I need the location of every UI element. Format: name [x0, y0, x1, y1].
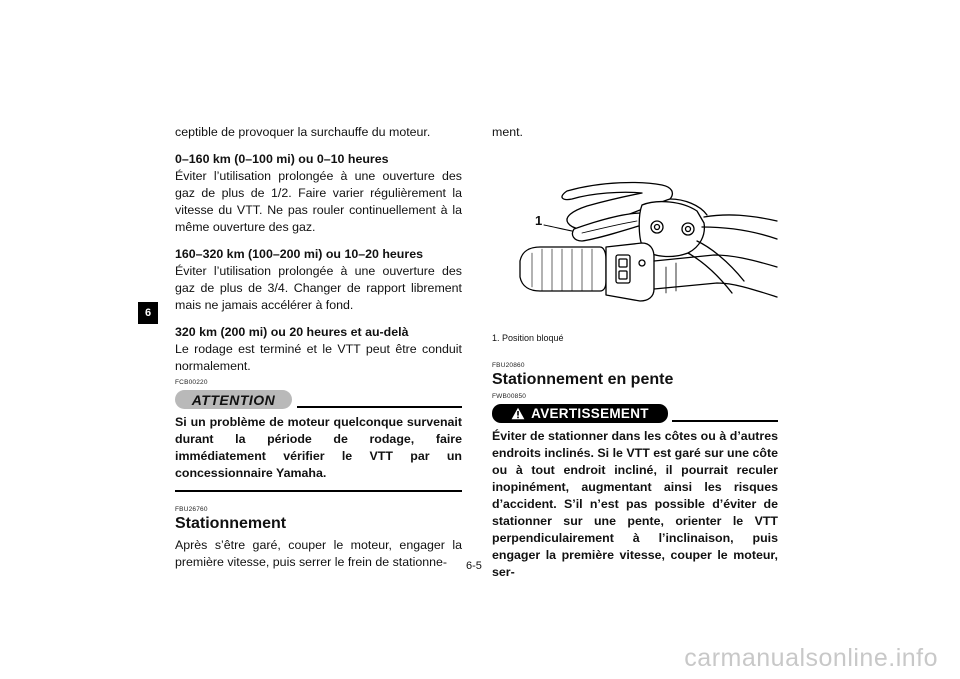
reference-code: FCB00220	[175, 379, 208, 386]
paragraph: ment.	[492, 125, 523, 139]
reference-code: FWB00850	[492, 393, 527, 400]
reference-code: FBU20860	[492, 362, 525, 369]
warning-badge	[492, 404, 668, 423]
paragraph: ceptible de provoquer la surchauffe du moteur.	[175, 125, 431, 139]
page-number: 6-5	[466, 560, 482, 572]
warning-header	[492, 402, 778, 424]
paragraph: Éviter l’utilisation prolongée à une ouverture des gaz de plus de 3/4. Changer de rapport librement mais ne jamais accélérer à fond.	[175, 264, 462, 312]
section-title: Stationnement	[175, 515, 287, 532]
right-column	[492, 124, 778, 581]
paragraph: Après s’être garé, couper le moteur, engager la première vitesse, puis serrer le frein de stationne-	[175, 538, 462, 569]
warning-rule	[672, 420, 778, 422]
reference-code: FBU26760	[175, 506, 208, 513]
subheading: 0–160 km (0–100 mi) ou 0–10 heures	[175, 152, 389, 166]
watermark: carmanualsonline.info	[684, 644, 938, 672]
attention-badge: ATTENTION	[175, 390, 292, 409]
chapter-tab: 6	[138, 302, 158, 324]
parking-brake-lever-icon	[492, 143, 778, 333]
subheading: 320 km (200 mi) ou 20 heures et au-delà	[175, 325, 409, 339]
attention-header	[175, 388, 462, 410]
figure-caption: 1. Position bloqué	[492, 333, 564, 343]
subheading: 160–320 km (100–200 mi) ou 10–20 heures	[175, 247, 423, 261]
handlebar-illustration	[492, 143, 778, 333]
attention-text: Si un problème de moteur quelconque survenait durant la période de rodage, faire immédiatement vérifier le VTT par un concessionnaire Yamaha.	[175, 415, 462, 480]
warning-label: AVERTISSEMENT	[531, 406, 649, 421]
paragraph: Éviter l’utilisation prolongée à une ouverture des gaz de plus de 1/2. Faire varier régulièrement la vitesse du VTT. Ne pas rouler continuellement à la même ouverture des gaz.	[175, 169, 462, 234]
warning-triangle-icon	[511, 407, 525, 420]
section-title: Stationnement en pente	[492, 371, 674, 388]
paragraph: Le rodage est terminé et le VTT peut être conduit normalement.	[175, 342, 462, 373]
warning-text: Éviter de stationner dans les côtes ou à d’autres endroits inclinés. Si le VTT est garé sur une côte ou à tout endroit incliné, il pourrait reculer inopinément, augmentant ainsi les risques d’accident. S’il n’est pas possible d’éviter de stationner sur une pente, orienter le VTT perpendiculairement à l’inclinaison, puis engager la première vitesse, couper le moteur, ser-	[492, 429, 778, 579]
attention-rule	[297, 406, 462, 408]
callout-number: 1	[535, 213, 543, 228]
left-column	[175, 124, 462, 571]
